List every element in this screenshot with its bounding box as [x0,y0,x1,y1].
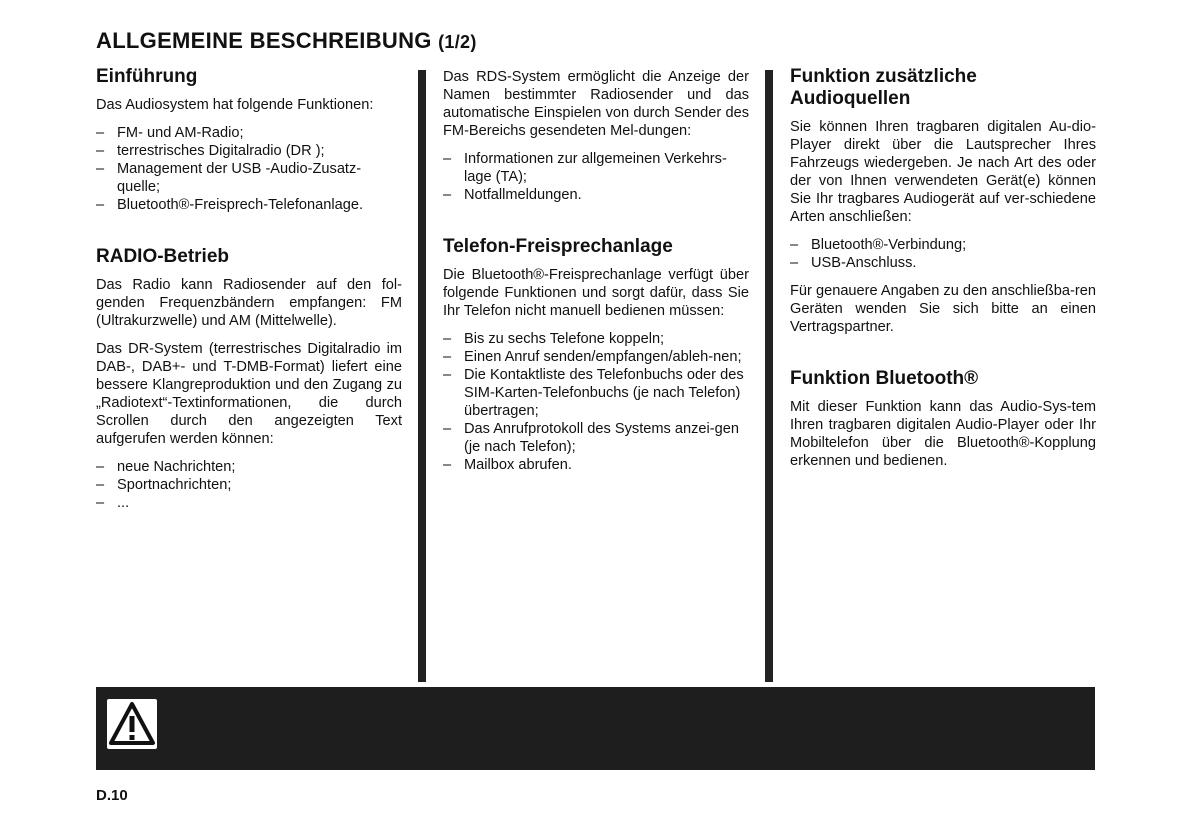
section-heading-bluetooth: Funktion Bluetooth® [790,368,979,389]
list-item: – Bluetooth®-Freisprech-Telefonanlage. [96,196,402,214]
section-heading-audioquellen: Funktion zusätzliche Audioquellen [790,66,977,109]
list-item: – Management der USB -Audio-Zusatz-quelle; [96,160,402,196]
paragraph: Sie können Ihren tragbaren digitalen Au-dio-Player direkt über die Lautsprecher Ihres Fahrzeugs wiedergeben. Je nach Art des oder der von Ihnen verwendeten Gerät(e) können Sie Ihr tragbares Audiogerät auf ver-schiedene Arten anschließen: [790,119,1096,225]
bullet-list [96,124,402,214]
section-heading-telefon: Telefon-Freisprechanlage [443,236,673,257]
bullet-list [443,150,749,204]
list-item: – Sportnachrichten; [96,476,402,494]
list-item: – Die Kontaktliste des Telefonbuchs oder des SIM-Karten-Telefonbuchs (je nach Telefon) übertragen; [443,366,749,420]
list-item: – FM- und AM-Radio; [96,124,402,142]
section-heading-einfuehrung: Einführung [96,66,198,87]
page-number: D.10 [96,787,128,804]
list-item: – Bis zu sechs Telefone koppeln; [443,330,749,348]
column-divider [765,70,773,682]
paragraph: Das RDS-System ermöglicht die Anzeige der Namen bestimmter Radiosender und das automatische Einspielen von durch Sender des FM-Bereichs gesendeten Mel-dungen: [443,69,749,139]
list-item: – USB-Anschluss. [790,254,1096,272]
list-item: – Einen Anruf senden/empfangen/ableh-nen; [443,348,749,366]
column-middle [443,68,749,484]
list-item: – Mailbox abrufen. [443,456,749,474]
list-item: – terrestrisches Digitalradio (DR ); [96,142,402,160]
list-item: – neue Nachrichten; [96,458,402,476]
list-item: – Notfallmeldungen. [443,186,749,204]
column-left [96,66,402,522]
paragraph: Mit dieser Funktion kann das Audio-Sys-tem Ihren tragbaren digitalen Audio-Player oder Ihr Mobiltelefon über die Bluetooth®-Kopplung erkennen und bedienen. [790,399,1096,469]
list-item: – Bluetooth®-Verbindung; [790,236,1096,254]
warning-box [96,687,1095,770]
column-divider [418,70,426,682]
bullet-list [790,236,1096,272]
list-item: – Informationen zur allgemeinen Verkehrs-lage (TA); [443,150,749,186]
page-title [96,28,477,54]
section-heading-radio: RADIO-Betrieb [96,246,230,267]
list-item: – ... [96,494,402,512]
list-item: – Das Anrufprotokoll des Systems anzei-gen (je nach Telefon); [443,420,749,456]
warning-triangle-icon [107,699,157,749]
paragraph: Das DR-System (terrestrisches Digitalradio im DAB-, DAB+- und T-DMB-Format) liefert eine bessere Klangreproduktion und den Zugang zu „Radiotext“-Textinformationen, die durch Scrollen durch den angezeigten Text aufgerufen werden können: [96,341,402,447]
paragraph: Das Audiosystem hat folgende Funktionen: [96,97,374,113]
paragraph: Für genauere Angaben zu den anschließba-ren Geräten wenden Sie sich bitte an einen Vertragspartner. [790,283,1096,335]
paragraph: Das Radio kann Radiosender auf den fol-genden Frequenzbändern empfangen: FM (Ultrakurzwelle) und AM (Mittelwelle). [96,277,402,329]
column-right [790,66,1096,480]
bullet-list [96,458,402,512]
page-title-text: ALLGEMEINE BESCHREIBUNG [96,28,432,53]
bullet-list [443,330,749,474]
page-title-part: (1/2) [438,32,477,52]
paragraph: Die Bluetooth®-Freisprechanlage verfügt über folgende Funktionen und sorgt dafür, dass Sie Ihr Telefon nicht manuell bedienen müssen: [443,267,749,319]
